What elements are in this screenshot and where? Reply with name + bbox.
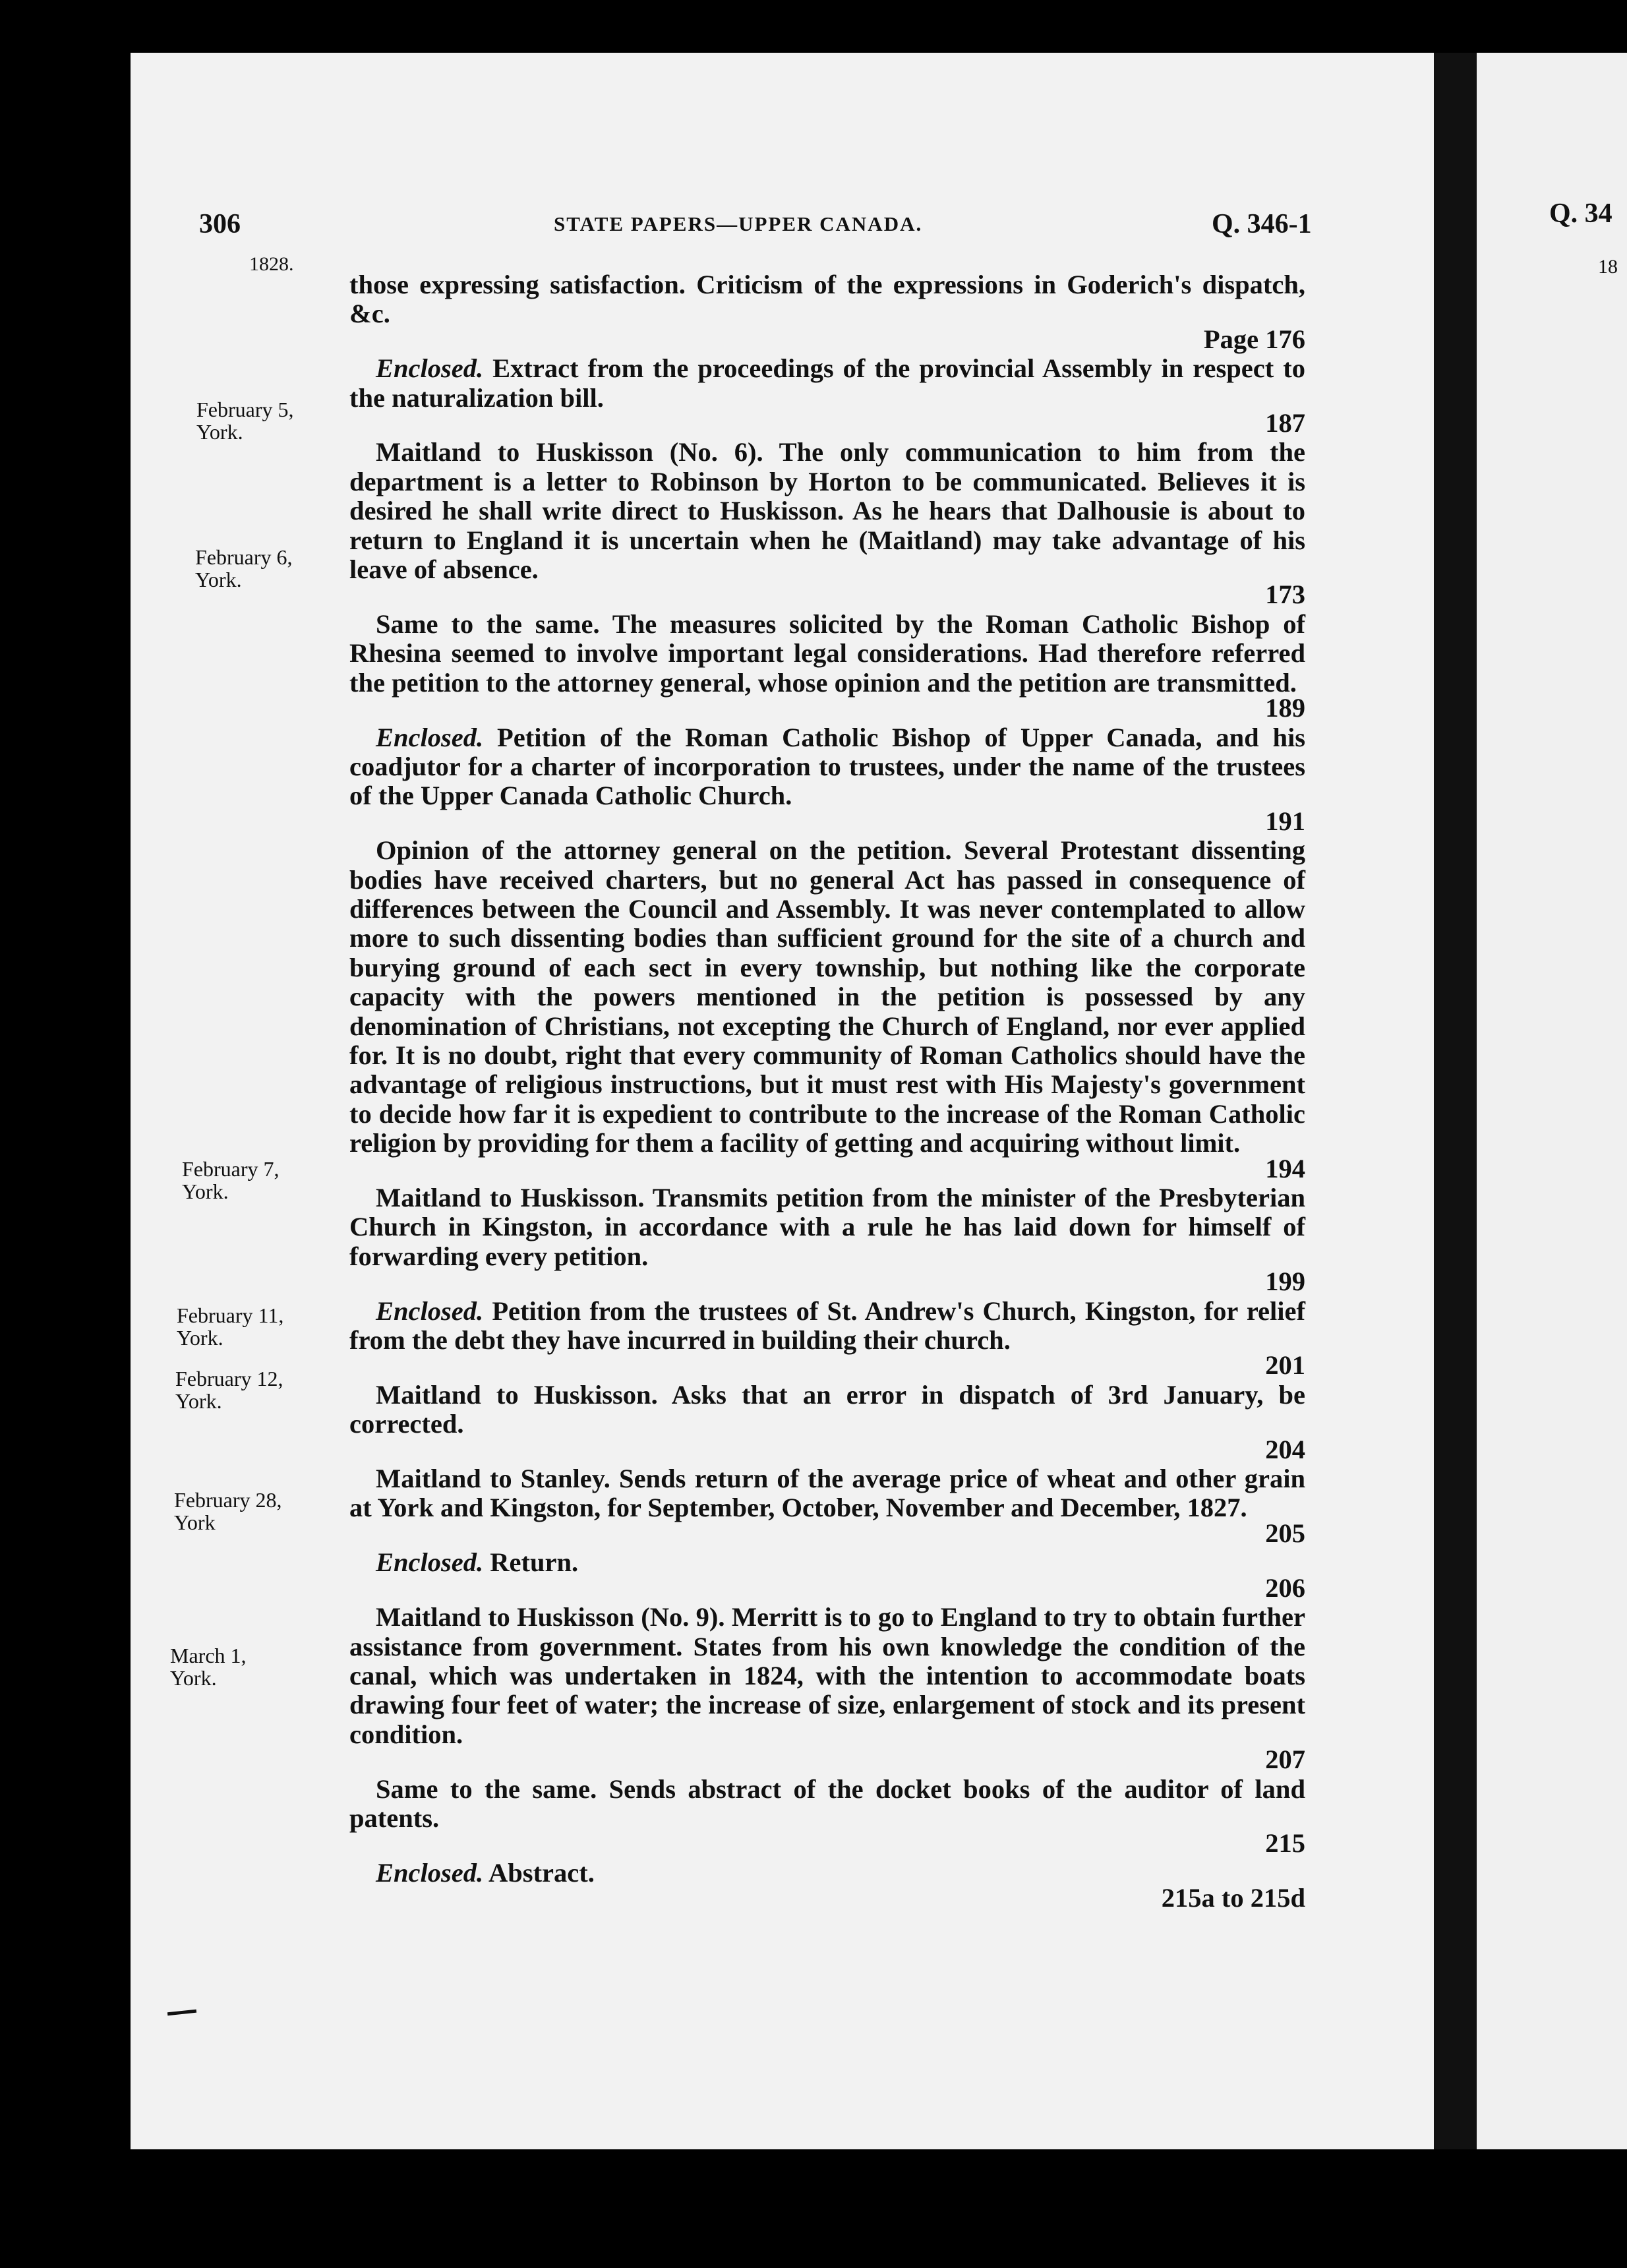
running-title: STATE PAPERS—UPPER CANADA.	[554, 212, 923, 235]
entry-label: Enclosed.	[376, 1547, 484, 1578]
margin-place-text: York.	[182, 1179, 229, 1203]
margin-place-text: York.	[177, 1326, 223, 1350]
margin-date-text: February 28,	[174, 1488, 282, 1512]
page-reference: 215	[1265, 1828, 1305, 1859]
margin-place-text: York.	[195, 568, 242, 591]
margin-date	[175, 1367, 283, 1412]
margin-date	[174, 1489, 282, 1534]
calendar-entries	[349, 270, 1305, 1913]
entry-text: Petition of the Roman Catholic Bishop of Upper Canada, and his coadjutor for a charter of incorporation to trustees, under the name of the trustees of the Upper Canada Catholic Church.	[349, 722, 1306, 811]
adjacent-page-year: 18	[1598, 256, 1618, 278]
margin-date-text: February 12,	[175, 1367, 283, 1390]
margin-place-text: York.	[170, 1666, 217, 1690]
entry	[349, 836, 1305, 1183]
entry	[349, 1775, 1305, 1859]
entry	[349, 1297, 1305, 1381]
page-reference: 189	[1265, 693, 1305, 723]
margin-date-text: February 5,	[196, 398, 294, 421]
page-reference: 204	[1265, 1434, 1305, 1464]
page-reference: 199	[1265, 1267, 1305, 1297]
entry-text: Maitland to Huskisson. Transmits petition from the minister of the Presbyterian Church in Kingston, in accordance with a rule he has laid down for himself of forwarding every petition.	[349, 1183, 1305, 1271]
page-number: 306	[199, 209, 241, 239]
entry	[349, 1859, 1305, 1913]
entry-label: Enclosed.	[376, 1857, 484, 1888]
entry-label: Enclosed.	[376, 353, 484, 384]
entry	[349, 1603, 1305, 1774]
margin-place-text: York.	[175, 1389, 222, 1413]
margin-date-text: March 1,	[170, 1644, 247, 1667]
page-reference: 207	[1265, 1745, 1305, 1775]
book-gutter	[1434, 53, 1480, 2149]
margin-date	[177, 1304, 283, 1349]
margin-date	[170, 1644, 247, 1689]
entry-text: Maitland to Huskisson. Asks that an error in dispatch of 3rd January, be corrected.	[349, 1379, 1305, 1439]
page-reference: 205	[1265, 1518, 1305, 1548]
entry	[349, 354, 1305, 438]
entry	[349, 1548, 1305, 1603]
year-label: 1828.	[249, 253, 294, 275]
margin-date-text: February 11,	[177, 1303, 284, 1327]
archive-reference: Q. 346-1	[1212, 209, 1312, 239]
entry-text: Opinion of the attorney general on the petition. Several Protestant dissenting bodies have received charters, but no general Act has passed in consequence of differences between the Council and Assembly. It was never contemplated to allow more to such dissenting bodies than sufficient ground for the site of a church and burying ground of each sect in every township, but nothing like the corporate capacity with the powers mentioned in the petition is possessed by any denomination of Christians, not excepting the Church of England, nor ever applied for. It is no doubt, right that every community of Roman Catholics should have the advantage of religious instructions, but it must rest with His Majesty's government to decide how far it is expedient to contribute to the increase of the Roman Catholic religion by providing for them a facility of getting and acquiring without limit.	[349, 835, 1305, 1158]
page-reference: 187	[1265, 408, 1305, 438]
page-reference: 201	[1265, 1350, 1305, 1381]
entry	[349, 1183, 1305, 1297]
margin-date	[196, 398, 294, 443]
margin-date-text: February 6,	[195, 545, 293, 569]
margin-date-text: February 7,	[182, 1157, 280, 1181]
entry-text: Maitland to Huskisson (No. 6). The only communication to him from the department is a letter to Robinson by Horton to be communicated. Believes it is desired he shall write direct to Huskisson. As he hears that Dalhousie is about to return to England it is uncertain when he (Maitland) may take advantage of his leave of absence.	[349, 437, 1305, 585]
adjacent-page-reference: Q. 34	[1549, 198, 1612, 229]
adjacent-page	[1477, 53, 1627, 2149]
entry-text: Petition from the trustees of St. Andrew's Church, Kingston, for relief from the debt they have incurred in building their church.	[349, 1296, 1306, 1356]
entry-text: Same to the same. The measures solicited by the Roman Catholic Bishop of Rhesina seemed to involve important legal considerations. Had therefore referred the petition to the attorney general, whose opinion and the petition are transmitted.	[349, 609, 1305, 698]
entry-text: Same to the same. Sends abstract of the docket books of the auditor of land patents.	[349, 1774, 1305, 1833]
page-reference: Page 176	[1203, 324, 1305, 354]
page-reference: 191	[1265, 806, 1305, 836]
entry-text: Return.	[490, 1547, 579, 1578]
entry	[349, 723, 1305, 837]
entry	[349, 438, 1305, 609]
entry-text: Maitland to Huskisson (No. 9). Merritt is to go to England to try to obtain further assistance from government. States from his own knowledge the condition of the canal, which was undertaken in 1824, with the intention to accommodate boats drawing four feet of water; the increase of size, enlargement of stock and its present condition.	[349, 1602, 1305, 1749]
entry	[349, 1381, 1305, 1464]
margin-date	[182, 1158, 280, 1203]
page-reference: 173	[1265, 580, 1305, 610]
margin-place-text: York.	[196, 420, 243, 444]
entry-label: Enclosed.	[376, 722, 484, 752]
entry-label: Enclosed.	[376, 1296, 484, 1326]
margin-date	[195, 546, 293, 591]
page-reference: 215a to 215d	[1161, 1883, 1305, 1913]
page-reference: 206	[1265, 1572, 1305, 1603]
entry-text: Maitland to Stanley. Sends return of the average price of wheat and other grain at York and Kingston, for September, October, November and December, 1827.	[349, 1464, 1305, 1523]
entry	[349, 270, 1305, 354]
entry-text: Abstract.	[488, 1857, 595, 1888]
entry-text: those expressing satisfaction. Criticism of the expressions in Goderich's dispatch, &c.	[349, 270, 1305, 329]
page-reference: 194	[1265, 1153, 1305, 1183]
entry	[349, 610, 1305, 723]
entry-text: Extract from the proceedings of the provincial Assembly in respect to the naturalization bill.	[349, 353, 1306, 413]
margin-place-text: York	[174, 1510, 216, 1534]
entry	[349, 1464, 1305, 1548]
